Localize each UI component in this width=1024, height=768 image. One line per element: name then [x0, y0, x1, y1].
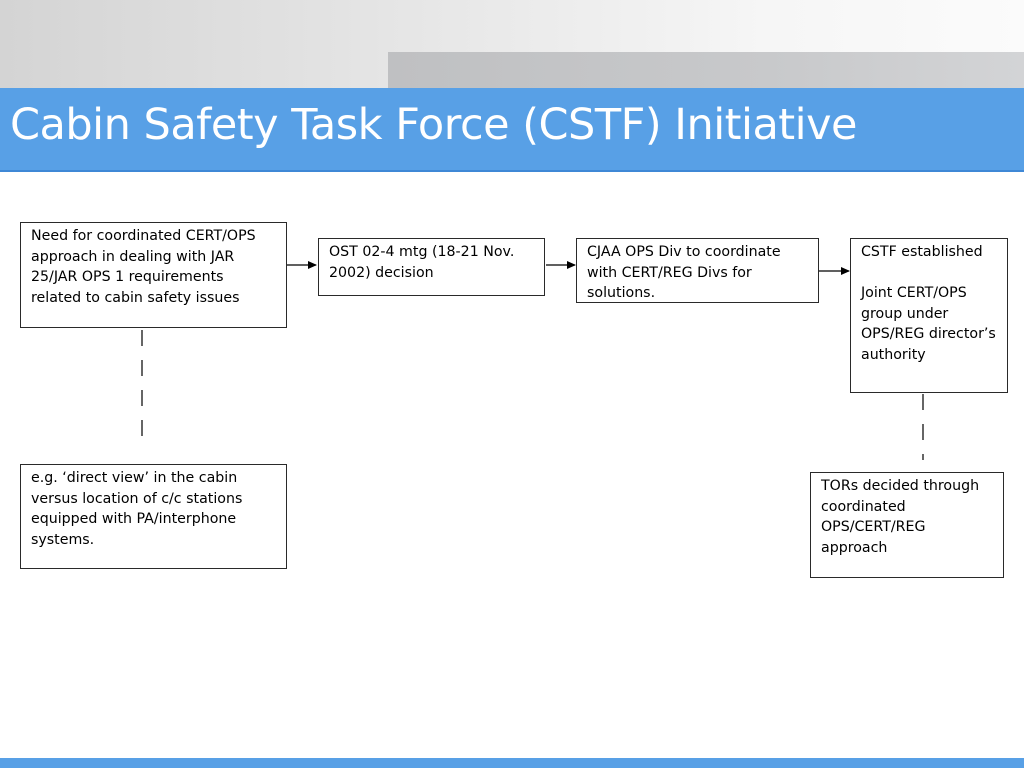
footer-bar: [0, 758, 1024, 768]
box-ost-decision: OST 02-4 mtg (18-21 Nov. 2002) decision: [318, 238, 545, 296]
box-cjaa-ops-div: CJAA OPS Div to coordinate with CERT/REG Divs for solutions.: [576, 238, 819, 303]
page-title: Cabin Safety Task Force (CSTF) Initiative: [10, 100, 858, 150]
box-example-direct-view: e.g. ‘direct view’ in the cabin versus location of c/c stations equipped with PA/interphone systems.: [20, 464, 287, 569]
box-need-for-coordination: Need for coordinated CERT/OPS approach in dealing with JAR 25/JAR OPS 1 requirements related to cabin safety issues: [20, 222, 287, 328]
box-cstf-established: CSTF established Joint CERT/OPS group under OPS/REG director’s authority: [850, 238, 1008, 393]
box-tors-decided: TORs decided through coordinated OPS/CERT/REG approach: [810, 472, 1004, 578]
